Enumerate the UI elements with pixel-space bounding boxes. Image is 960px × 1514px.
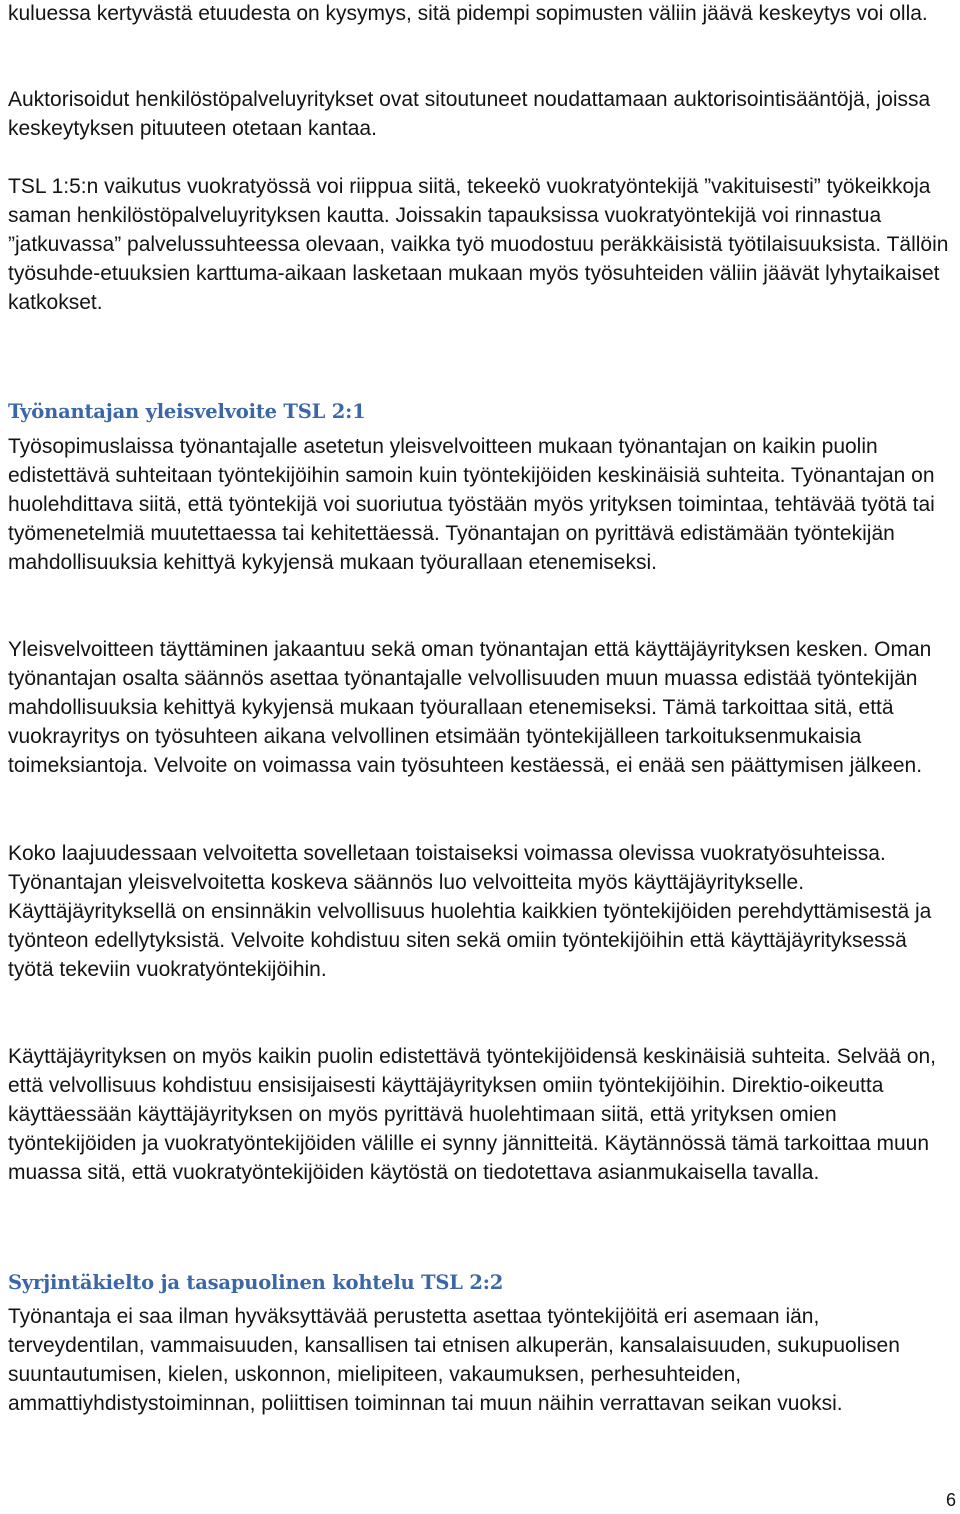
paragraph: Käyttäjäyrityksen on myös kaikin puolin edistettävä työntekijöidensä keskinäisiä suhteita. Selvää on, että velvollisuus kohdistuu ensisijaisesti käyttäjäyrityksen omiin työntekijöihin. Direktio-oikeutta käyttäessään käyttäjäyrityksen on myös pyrittävä huolehtimaan siitä, että yrityksen omien työntekijöiden ja vuokratyöntekijöiden välille ei synny jännitteitä. Käytännössä tämä tarkoittaa muun muassa sitä, että vuokratyöntekijöiden käytöstä on tiedotettava asianmukaisella tavalla.	[8, 1045, 937, 1184]
paragraph-yleisvelvoite-2	[8, 635, 958, 780]
paragraph-yleisvelvoite-4	[8, 1042, 958, 1187]
paragraph: Yleisvelvoitteen täyttäminen jakaantuu sekä oman työnantajan että käyttäjäyrityksen kesken. Oman työnantajan osalta säännös asettaa työnantajalle velvollisuuden muun muassa edistää työntekijän mahdollisuuksia kehittyä kykyjensä mukaan työurallaan etenemiseksi. Tämä tarkoittaa sitä, että vuokrayritys on työsuhteen aikana velvollinen etsimään työntekijälleen tarkoituksenmukaisia toimeksiantoja. Velvoite on voimassa vain työsuhteen kestäessä, ei enää sen päättymisen jälkeen.	[8, 638, 932, 777]
paragraph-continued	[8, 0, 958, 28]
page-number: 6	[945, 1490, 956, 1510]
paragraph: Työnantaja ei saa ilman hyväksyttävää perustetta asettaa työntekijöitä eri asemaan iän, terveydentilan, vammaisuuden, kansallisen tai etnisen alkuperän, kansalaisuuden, sukupuolisen suuntautumisen, kielen, uskonnon, mielipiteen, vakaumuksen, perhesuhteiden, ammattiyhdistystoiminnan, poliittisen toiminnan tai muun näihin verrattavan seikan vuoksi.	[8, 1305, 900, 1415]
section-heading-syrjintakielto: Syrjintäkielto ja tasapuolinen kohtelu TSL 2:2	[8, 1271, 504, 1294]
paragraph-yleisvelvoite-3	[8, 839, 958, 984]
paragraph: kuluessa kertyvästä etuudesta on kysymys, sitä pidempi sopimusten väliin jäävä keskeytys voi olla.	[8, 2, 928, 25]
paragraph-yleisvelvoite-1	[8, 432, 958, 577]
paragraph-syrjintakielto	[8, 1302, 958, 1418]
paragraph: TSL 1:5:n vaikutus vuokratyössä voi riippua siitä, tekeekö vuokratyöntekijä ”vakituisesti” työkeikkoja saman henkilöstöpalveluyrityksen kautta. Joissakin tapauksissa vuokratyöntekijä voi rinnastua ”jatkuvassa” palvelussuhteessa olevaan, vaikka työ muodostuu peräkkäisistä työtilaisuuksista. Tällöin työsuhde-etuuksien karttuma-aikaan lasketaan mukaan myös työsuhteiden väliin jäävät lyhytaikaiset katkokset.	[8, 175, 949, 314]
paragraph: Työsopimuslaissa työnantajalle asetetun yleisvelvoitteen mukaan työnantajan on kaikin puolin edistettävä suhteitaan työntekijöihin samoin kuin työntekijöiden keskinäisiä suhteita. Työnantajan on huolehdittava siitä, että työntekijä voi suoriutua työstään myös yrityksen toimintaa, tehtävää työtä tai työmenetelmiä muutettaessa tai kehitettäessä. Työnantajan on pyrittävä edistämään työntekijän mahdollisuuksia kehittyä kykyjensä mukaan työurallaan etenemiseksi.	[8, 435, 935, 574]
section-heading-yleisvelvoite: Työnantajan yleisvelvoite TSL 2:1	[8, 400, 366, 423]
paragraph-auktorisoidut	[8, 85, 958, 143]
paragraph-tsl-1-5	[8, 172, 958, 317]
paragraph: Koko laajuudessaan velvoitetta sovelletaan toistaiseksi voimassa olevissa vuokratyösuhteissa. Työnantajan yleisvelvoitetta koskeva säännös luo velvoitteita myös käyttäjäyritykselle. Käyttäjäyrityksellä on ensinnäkin velvollisuus huolehtia kaikkien työntekijöiden perehdyttämisestä ja työnteon edellytyksistä. Velvoite kohdistuu siten sekä omiin työntekijöihin että käyttäjäyrityksessä työtä tekeviin vuokratyöntekijöihin.	[8, 842, 932, 981]
paragraph: Auktorisoidut henkilöstöpalveluyritykset ovat sitoutuneet noudattamaan auktorisointisääntöjä, joissa keskeytyksen pituuteen otetaan kantaa.	[8, 88, 931, 140]
